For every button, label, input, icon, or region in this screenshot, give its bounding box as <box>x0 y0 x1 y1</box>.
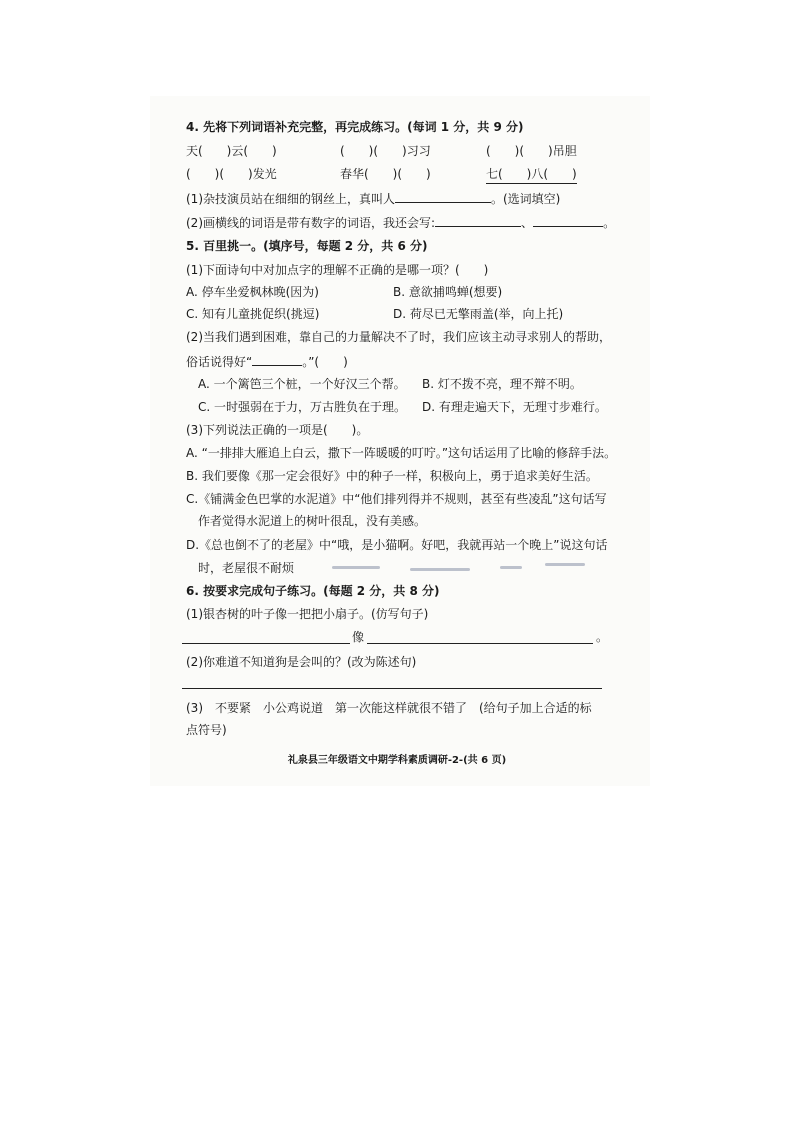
q6-s3-prompt-line1: (3) 不要紧 小公鸡说道 第一次能这样就很不错了 (给句子加上合适的标 <box>186 701 592 715</box>
q4-sub2-blank-1[interactable] <box>435 214 521 227</box>
q6-s1-prompt: (1)银杏树的叶子像一把把小扇子。(仿写句子) <box>186 607 429 621</box>
q5-title: 5. 百里挑一。(填序号，每题 2 分，共 6 分) <box>186 239 428 253</box>
q5-s3-option-c-line1: C.《铺满金色巴掌的水泥道》中“他们排列得并不规则，甚至有些凌乱”这句话写 <box>186 492 607 506</box>
q4-word-6-underlined: 七( )八( ) <box>486 166 577 184</box>
q4-word-1: 天( )云( ) <box>186 144 277 158</box>
q5-s1-option-c: C. 知有儿童挑促织(挑逗) <box>186 307 320 321</box>
q5-s3-option-d-line2: 时，老屋很不耐烦 <box>198 561 295 575</box>
scan-smudge <box>332 566 380 569</box>
q4-word-5: 春华( )( ) <box>340 167 431 181</box>
q4-sub1-text: (1)杂技演员站在细细的钢丝上，真叫人 <box>186 192 395 206</box>
q4-title: 4. 先将下列词语补充完整，再完成练习。(每词 1 分，共 9 分) <box>186 120 524 134</box>
q5-s2-question-start: 俗话说得好“ <box>186 355 253 369</box>
q5-s2-blank[interactable] <box>252 353 302 366</box>
q5-s2-question-end: 。”( ) <box>302 355 348 369</box>
q5-s3-option-d-line1: D.《总也倒不了的老屋》中“哦，是小猫啊。好吧，我就再站一个晚上”说这句话 <box>186 538 608 552</box>
scan-smudge <box>410 568 470 571</box>
q4-sub2-text: (2)画横线的词语是带有数字的词语，我还会写: <box>186 216 436 230</box>
q5-s2-option-d: D. 有理走遍天下，无理寸步难行。 <box>422 400 607 414</box>
scan-smudge <box>500 566 522 569</box>
q5-s2-question-line1: (2)当我们遇到困难，靠自己的力量解决不了时，我们应该主动寻求别人的帮助， <box>186 330 612 344</box>
scan-smudge <box>545 563 585 566</box>
q5-s2-question-line2 <box>186 353 348 370</box>
q5-s1-option-a: A. 停车坐爱枫林晚(因为) <box>186 285 319 299</box>
q6-s1-answer-line-1[interactable] <box>182 643 350 644</box>
q6-s2-prompt: (2)你难道不知道狗是会叫的？(改为陈述句) <box>186 655 417 669</box>
q4-word-2: ( )( )习习 <box>340 144 431 158</box>
q6-s1-like-word: 像 <box>352 630 365 644</box>
q6-s1-answer-line-2[interactable] <box>367 643 593 644</box>
q5-s1-option-d: D. 荷尽已无擎雨盖(举，向上托) <box>393 307 564 321</box>
q5-s3-option-a: A. “一排排大雁追上白云，撒下一阵暖暖的叮咛。”这句话运用了比喻的修辞手法。 <box>186 446 617 460</box>
q5-s3-option-b: B. 我们要像《那一定会很好》中的种子一样，积极向上，勇于追求美好生活。 <box>186 469 598 483</box>
q4-sub1-blank[interactable] <box>395 190 491 203</box>
q5-s1-question: (1)下面诗句中对加点字的理解不正确的是哪一项？( ) <box>186 263 489 277</box>
q4-sub2-blank-2[interactable] <box>533 214 603 227</box>
q6-s3-prompt-line2: 点符号) <box>186 723 227 737</box>
q4-word-4: ( )( )发光 <box>186 167 277 181</box>
q4-sub1-tail: 。(选词填空) <box>491 192 561 206</box>
q4-sub2-sep: 、 <box>521 216 534 230</box>
q6-s2-answer-line[interactable] <box>182 688 602 689</box>
q5-s2-option-b: B. 灯不拨不亮，理不辩不明。 <box>422 377 582 391</box>
q5-s1-option-b: B. 意欲捕鸣蝉(想要) <box>393 285 503 299</box>
q5-s2-option-a: A. 一个篱笆三个桩，一个好汉三个帮。 <box>198 377 406 391</box>
q5-s3-option-c-line2: 作者觉得水泥道上的树叶很乱，没有美感。 <box>198 514 427 528</box>
q5-s2-option-c: C. 一时强弱在于力，万古胜负在于理。 <box>198 400 407 414</box>
q4-sub2 <box>186 214 615 231</box>
page-footer: 礼泉县三年级语文中期学科素质调研-2-(共 6 页) <box>287 755 507 766</box>
q5-s3-question: (3)下列说法正确的一项是( )。 <box>186 423 369 437</box>
q4-sub2-tail: 。 <box>603 216 616 230</box>
q6-title: 6. 按要求完成句子练习。(每题 2 分，共 8 分) <box>186 584 440 598</box>
q4-sub1 <box>186 190 560 207</box>
q4-word-3: ( )( )吊胆 <box>486 144 577 158</box>
q6-s1-end-mark: 。 <box>596 630 609 644</box>
